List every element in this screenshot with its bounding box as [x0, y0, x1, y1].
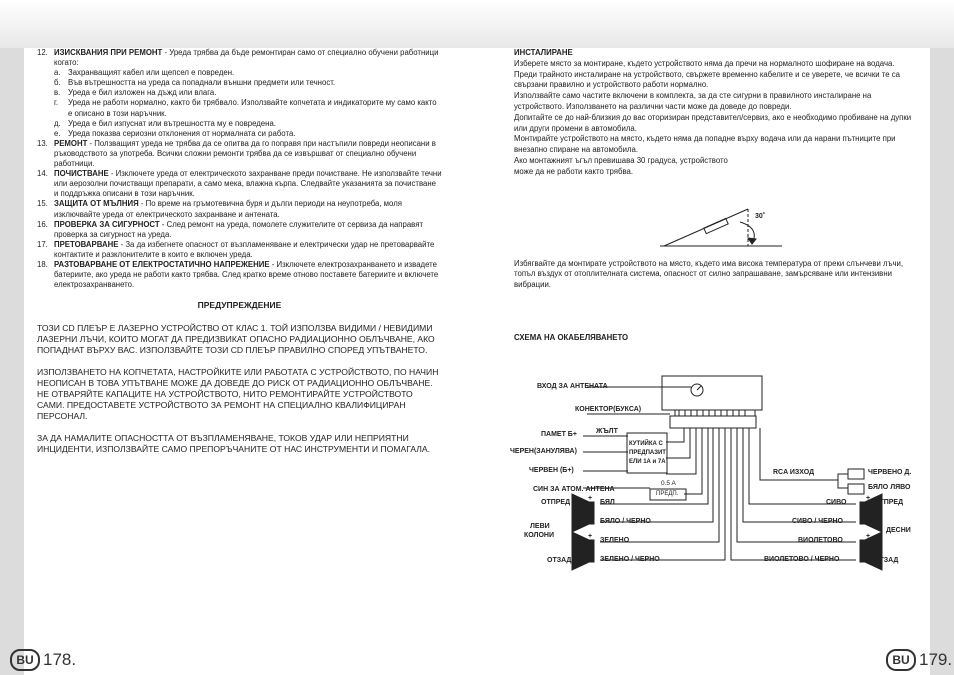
amp-label: 0.5 A — [661, 480, 676, 487]
minus-sign: – — [866, 517, 870, 524]
list-item-16: 16. ПРОВЕРКА ЗА СИГУРНОСТ - След ремонт на уреда, помолете служителите от сервиза да направят проверка за сигурност на уреда. — [37, 219, 424, 239]
install-heading: ИНСТАЛИРАНЕ — [514, 48, 573, 57]
warning-heading: ПРЕДУПРЕЖДЕНИЕ — [197, 300, 282, 311]
list-item-18: 18. РАЗТОВАРВАНЕ ОТ ЕЛЕКТРОСТАТИЧНО НАПРЕЖЕНИЕ - Изключете електрозахранването и извадете батериите, ако уреда не работи както трябва. След кратко време отново поставете батериите и включете електрозахранването. — [37, 259, 439, 290]
install-paragraph: Изберете място за монтиране, където устройството няма да пречи на нормалното шофиране на водача. — [514, 58, 895, 68]
left-rear-label: ОТЗАД — [547, 557, 572, 564]
blue-antenna-label: СИН ЗА АТОМ. АНТЕНА — [533, 486, 615, 493]
white-black-wire-label: БЯЛО / ЧЕРНО — [600, 518, 651, 525]
black-ground-label: ЧЕРЕН(ЗАНУЛЯВА) — [510, 448, 577, 455]
violet-wire-label: ВИОЛЕТОВО — [798, 537, 843, 544]
warning-paragraph: ЗА ДА НАМАЛИТЕ ОПАСНОСТТА ОТ ВЪЗПЛАМЕНЯВАНЕ, ТОКОВ УДАР ИЛИ НЕПРИЯТНИ ИНЦИДЕНТИ, ИЗПОЛЗВАЙТЕ САМО ПРЕПОРЪЧАНИТЕ ОТ НАС ИНСТРУМЕНТИ И ПОМАГАЛА. — [37, 433, 430, 455]
rca-red-right-label: ЧЕРВЕНО Д. — [868, 469, 912, 476]
list-item-17: 17. ПРЕТОВАРВАНЕ - За да избегнете опасност от възпламеняване и електрически удар не претоварвайте контактите и разклонителите в които е включен уреда. — [37, 239, 435, 259]
install-paragraph: Преди трайното инсталиране на устройството, свържете временно кабелите и се уверете, че всички те са свързани правилно и устройството работи нормално. — [514, 69, 900, 90]
yellow-wire-label: ЖЪЛТ — [596, 428, 618, 435]
white-wire-label: БЯЛ — [600, 499, 615, 506]
connector-label: КОНЕКТОР(БУКСА) — [575, 406, 642, 413]
list-item-12: 12. ИЗИСКВАНИЯ ПРИ РЕМОНТ - Уреда трябва да бъде ремонтиран само от специално обучени работници когато: — [37, 48, 439, 68]
left-front-label: ОТПРЕД — [541, 499, 571, 506]
right-speakers-label: ДЕСНИ — [886, 527, 911, 534]
sub-item-b: б. Във вътрешността на уреда са попаднали външни предмети или течност. — [54, 78, 336, 88]
wiring-heading: СХЕМА НА ОКАБЕЛЯВАНЕТО — [514, 333, 629, 342]
list-item-15: 15. ЗАЩИТА ОТ МЪЛНИЯ - По време на гръмотевична буря и дълги периоди на неупотреба, моля изключвайте уреда от електрическото захранване и антената. — [37, 199, 402, 219]
sub-item-d: д. Уреда е бил изпуснат или вътрешността му е повредена. — [54, 118, 276, 128]
head-unit — [662, 376, 762, 410]
sub-item-a: а. Захранващият кабел или щепсел е повреден. — [54, 68, 235, 78]
violet-black-wire-label: ВИОЛЕТОВО / ЧЕРНО — [764, 556, 840, 563]
item-title: ИЗИСКВАНИЯ ПРИ РЕМОНТ — [54, 48, 163, 57]
list-item-13: 13. РЕМОНТ - Ползващият уреда не трябва да се опитва да го поправя при настъпили повреди неописани в ръководството за употреба. Всички сложни ремонти трябва да се извършват от специално обучени работници. — [37, 138, 436, 169]
right-rear-label: ОТЗАД — [874, 557, 899, 564]
angle-label: 30˚ — [755, 213, 766, 220]
fuse-box-label: ЕЛИ 1А и 7А — [629, 459, 666, 465]
rca-plugs — [848, 469, 864, 494]
memory-label: ПАМЕТ Б+ — [541, 431, 577, 438]
plus-sign: + — [588, 533, 593, 540]
rca-output-label: RCA ИЗХОД — [773, 469, 815, 476]
minus-sign: – — [588, 517, 592, 524]
install-paragraph: Монтирайте устройството на място, където няма да попадне върху водача или да нарани пътниците при внезапно спиране на автомобила. — [514, 134, 896, 155]
install-paragraph: Ако монтажният ъгъл превишава 30 градуса, устройството — [514, 155, 728, 165]
warning-paragraph: ТОЗИ CD ПЛЕЪР Е ЛАЗЕРНО УСТРОЙСТВО ОТ КЛАС 1. ТОЙ ИЗПОЛЗВА ВИДИМИ / НЕВИДИМИ ЛАЗЕРНИ ЛЪЧИ, КОИТО МОГАТ ДА ПРЕДИЗВИКАТ ОПАСНО РАДИАЦИОННО ОБЛЪЧВАНЕ, АКО ПОПАДНАТ ВЪРХУ ВАС. ИЗПОЛЗВАЙТЕ ТОЗИ CD ПЛЕЪР ПРАВИЛНО СПОРЕД УПЪТВАНЕТО. — [37, 323, 435, 356]
page-number: 178. — [43, 650, 77, 669]
fuse-box-label: КУТИЙКА С — [629, 441, 663, 447]
item-text: - Уреда трябва да бъде ремонтиран само от специално обучени работници когато: — [54, 48, 439, 68]
plus-sign: + — [866, 495, 871, 502]
install-paragraph: може да не работи както трябва. — [514, 166, 634, 176]
red-wire-label: ЧЕРВЕН (Б+) — [529, 467, 574, 474]
gray-black-wire-label: СИВО / ЧЕРНО — [792, 518, 844, 525]
language-badge: BU — [886, 649, 916, 671]
plus-sign: + — [588, 495, 593, 502]
sub-item-g: г. Уреда не работи нормално, както би трябвало. Използвайте копчетата и индикаторите му само както е описано в този наръчник. — [54, 98, 437, 118]
green-black-wire-label: ЗЕЛЕНО / ЧЕРНО — [600, 556, 660, 563]
sub-item-v: в. Уреда е бил изложен на дъжд или влага. — [54, 88, 217, 98]
green-wire-label: ЗЕЛЕНО — [600, 537, 630, 544]
plus-sign: + — [866, 533, 871, 540]
install-paragraph: Използвайте само частите включени в комплекта, за да сте сигурни в правилното инсталиране на устройството. Използването на различни части може да доведе до повреди. — [514, 91, 872, 111]
fuse-box-label: ПРЕДПАЗИТ — [629, 450, 666, 456]
minus-sign: – — [866, 556, 870, 563]
antenna-input-label: ВХОД ЗА АНТЕНАТА — [537, 383, 608, 390]
fuse-label: ПРЕДП. — [656, 491, 679, 497]
avoid-paragraph: Избягвайте да монтирате устройството на място, където има висока температура от преки слънчеви лъчи, топъл въздух от отоплителната система, опасност от силно запрашаване, замърсяване или интензивни вибрации. — [514, 258, 904, 290]
list-item-14: 14. ПОЧИСТВАНЕ - Изключете уреда от електрическото захранване преди почистване. Не използвайте течни или аерозолни почистващи препарати, а само мека, влажна кърпа. Следвайте указанията за почистване и поддръжка описани в този наръчник. — [37, 169, 442, 199]
install-paragraph: Допитайте се до най-близкия до вас оторизиран представител/сервиз, ако е необходимо пробиване на дупки или други промени в автомобила. — [514, 112, 912, 133]
right-front-label: ОТПРЕД — [874, 499, 904, 506]
language-badge: BU — [10, 649, 40, 671]
left-speakers-label: КОЛОНИ — [524, 532, 554, 539]
warning-paragraph: ИЗПОЛЗВАНЕТО НА КОПЧЕТАТА, НАСТРОЙКИТЕ ИЛИ РАБОТАТА С УСТРОЙСТВОТО, ПО НАЧИН НЕОПИСАН В ТОВА УПЪТВАНЕ МОЖЕ ДА ДОВЕДЕ ДО РИСК ОТ РАДИАЦИОННО ОБЛЪЧВАНЕ. НЕ ОТВАРЯЙТЕ КАПАЦИТЕ НА УСТРОЙСТВОТО, НИТО РЕМОНТИРАЙТЕ УСТРОЙСТВОТО САМИ. ПРЕДОСТАВЕТЕ УСТРОЙСТВОТО ЗА РЕМОНТ НА СПЕЦИАЛНО КВАЛИФИЦИРАН ПЕРСОНАЛ. — [37, 367, 439, 422]
minus-sign: – — [588, 556, 592, 563]
page-number: 179. — [919, 650, 953, 669]
connector-pins — [670, 410, 756, 428]
left-speakers-label: ЛЕВИ — [530, 523, 550, 530]
rca-white-left-label: БЯЛО ЛЯВО — [868, 484, 911, 491]
sub-item-e: е. Уреда показва сериозни отклонения от нормалната си работа. — [54, 128, 296, 138]
gray-wire-label: СИВО — [826, 499, 847, 506]
